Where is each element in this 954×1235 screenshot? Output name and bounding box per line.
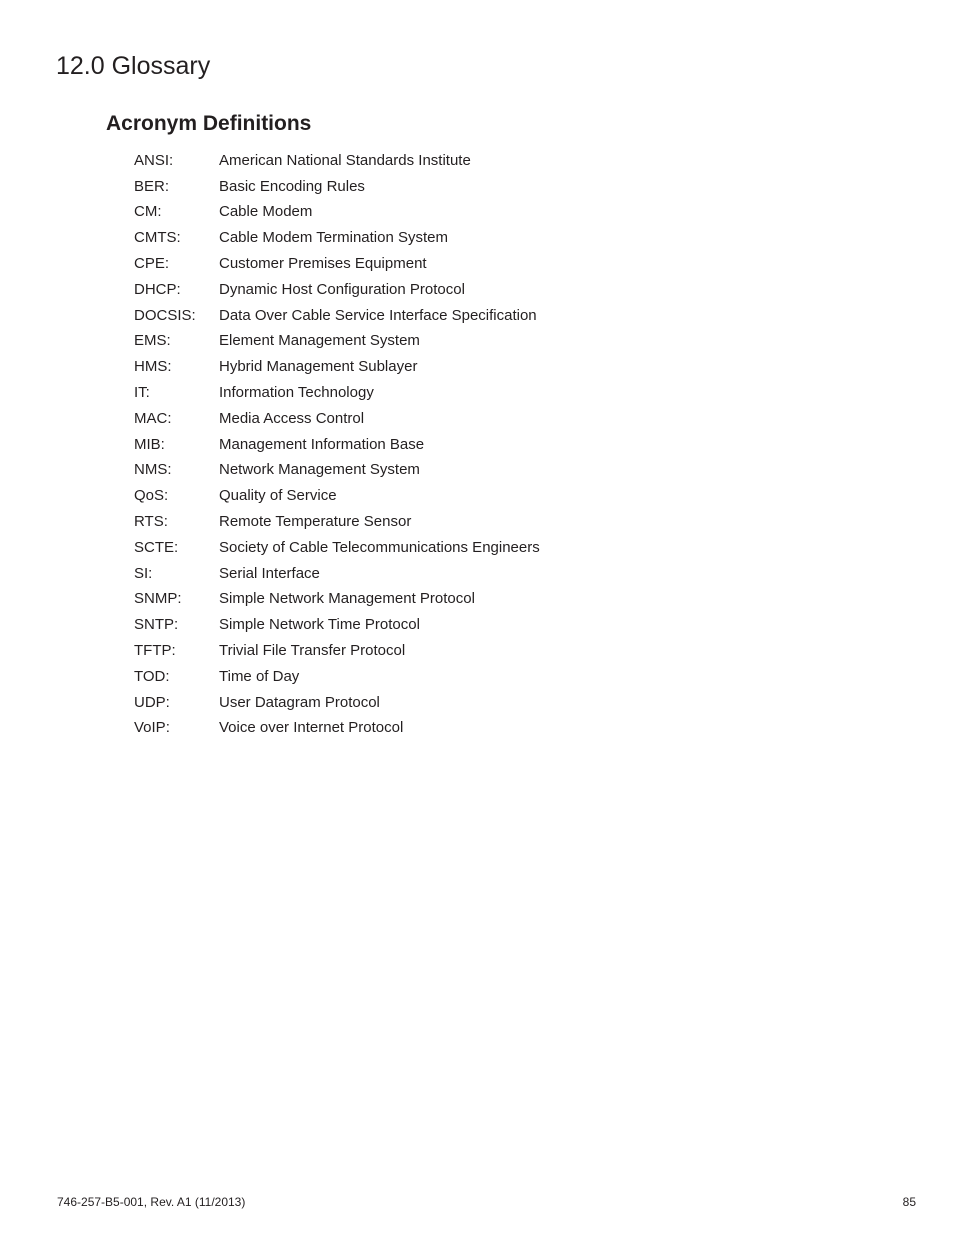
acronym-definition: Cable Modem [219,203,313,221]
footer-document-id: 746-257-B5-001, Rev. A1 (11/2013) [57,1195,246,1209]
acronym-term: SNTP: [134,616,179,634]
acronym-row [134,251,540,277]
acronym-row [134,380,540,406]
acronym-row [134,225,540,251]
acronym-row [134,148,540,174]
acronym-term: DOCSIS: [134,306,196,324]
acronym-definition: Management Information Base [219,435,425,453]
acronym-definition: User Datagram Protocol [219,693,380,711]
acronym-definition: Information Technology [219,384,374,402]
acronym-definition: Hybrid Management Sublayer [219,358,418,376]
acronym-definition: Time of Day [219,667,300,685]
acronym-row [134,277,540,303]
acronym-row [134,664,540,690]
acronym-row [134,535,540,561]
acronym-row [134,612,540,638]
acronym-term: BER: [134,177,170,195]
acronym-term: CPE: [134,255,170,273]
acronym-term: HMS: [134,358,172,376]
acronym-definition: Quality of Service [219,487,337,505]
acronym-row [134,716,540,742]
acronym-term: QoS: [134,487,169,505]
acronym-definition: Basic Encoding Rules [219,177,365,195]
acronym-definition: Cable Modem Termination System [219,229,448,247]
acronym-definition: Remote Temperature Sensor [219,513,412,531]
acronym-term: SCTE: [134,538,179,556]
acronym-term: DHCP: [134,280,181,298]
acronym-row [134,690,540,716]
acronym-definition: Society of Cable Telecommunications Engineers [219,538,540,556]
acronym-row [134,432,540,458]
acronym-term: EMS: [134,332,171,350]
acronym-term: MAC: [134,409,172,427]
acronym-term: SI: [134,564,153,582]
acronym-row [134,509,540,535]
acronym-definition: Media Access Control [219,409,365,427]
acronym-term: SNMP: [134,590,182,608]
acronym-term: IT: [134,384,150,402]
acronym-term: CM: [134,203,162,221]
acronym-definition: American National Standards Institute [219,151,471,169]
acronym-definition: Simple Network Time Protocol [219,616,420,634]
acronym-term: TFTP: [134,642,176,660]
acronym-row [134,483,540,509]
section-heading: Acronym Definitions [106,112,312,135]
acronym-term: MIB: [134,435,165,453]
acronym-definition: Trivial File Transfer Protocol [219,642,406,660]
acronym-row [134,638,540,664]
acronym-definition: Network Management System [219,461,420,479]
acronym-row [134,458,540,484]
acronym-term: UDP: [134,693,170,711]
acronym-definition: Customer Premises Equipment [219,255,427,273]
acronym-row [134,354,540,380]
acronym-definition: Serial Interface [219,564,320,582]
acronym-definition: Element Management System [219,332,420,350]
acronym-row [134,303,540,329]
acronym-row [134,561,540,587]
acronym-term: RTS: [134,513,168,531]
acronym-definition: Dynamic Host Configuration Protocol [219,280,465,298]
page-title: 12.0 Glossary [56,52,211,80]
acronym-row [134,587,540,613]
acronym-row [134,200,540,226]
acronym-row [134,174,540,200]
acronym-term: ANSI: [134,151,174,169]
acronym-term: TOD: [134,667,170,685]
acronym-definition: Voice over Internet Protocol [219,719,404,737]
acronym-term: NMS: [134,461,172,479]
acronym-definition: Simple Network Management Protocol [219,590,475,608]
footer-page-number: 85 [902,1195,916,1209]
acronym-list [134,148,540,741]
acronym-row [134,329,540,355]
acronym-term: CMTS: [134,229,181,247]
acronym-row [134,406,540,432]
acronym-term: VoIP: [134,719,170,737]
acronym-definition: Data Over Cable Service Interface Specification [219,306,537,324]
